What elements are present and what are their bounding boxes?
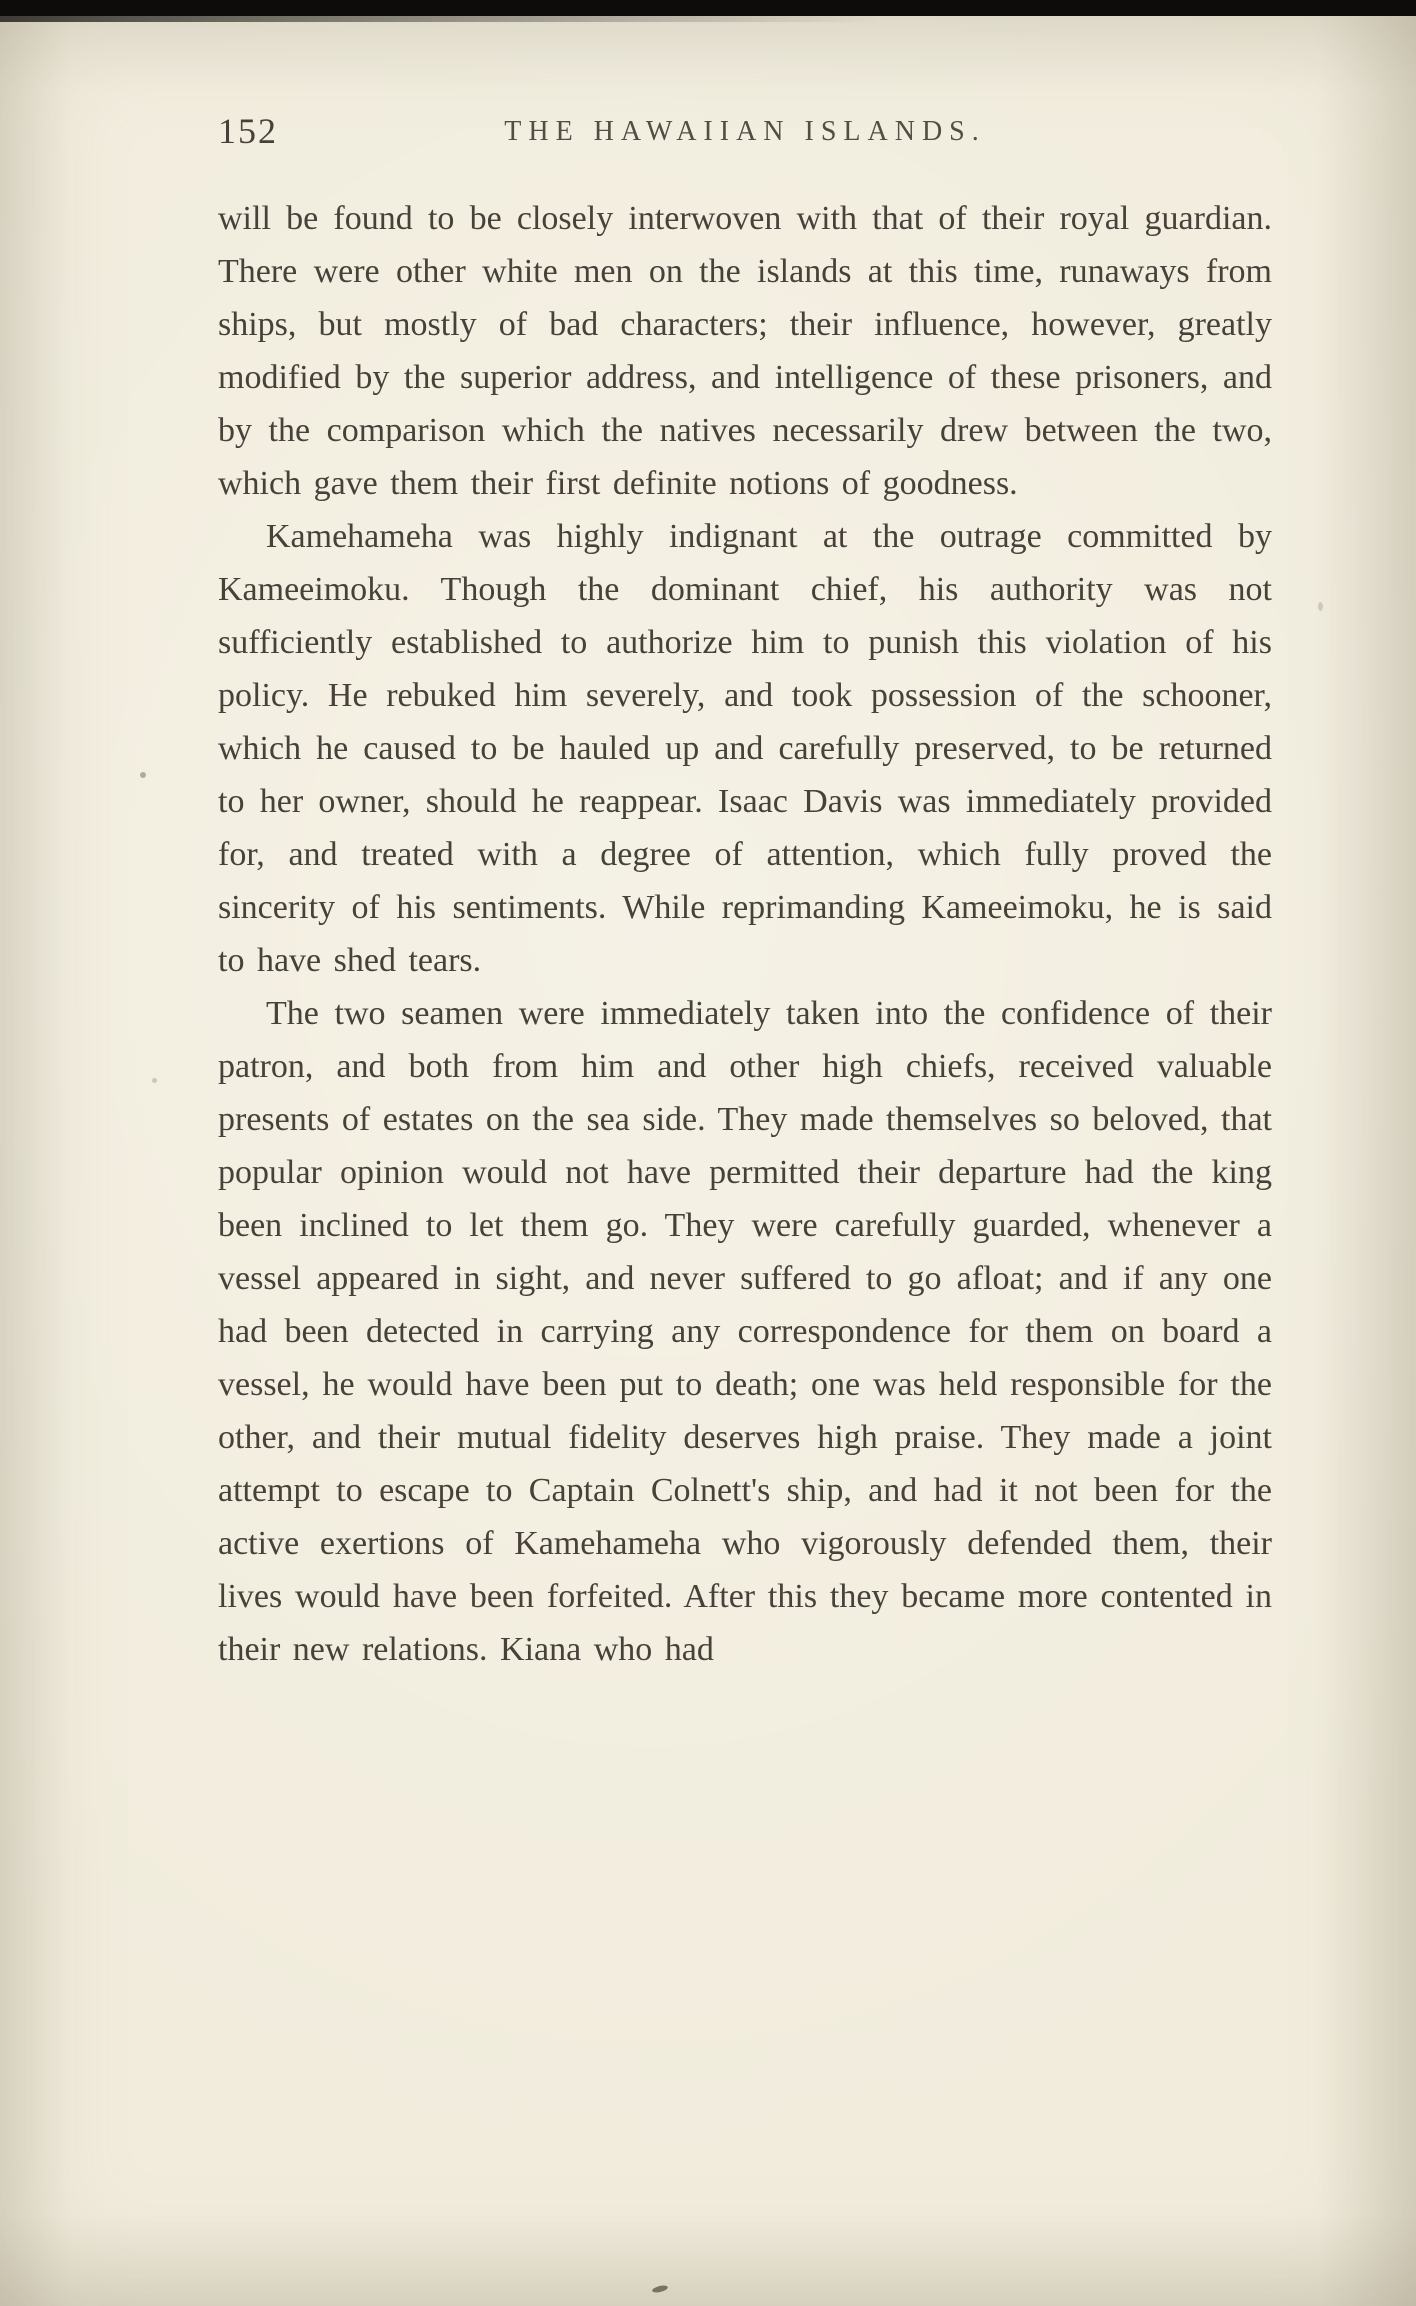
paragraph: The two seamen were immediately taken into the confidence of their patron, and both from him and other high chiefs, received valuable presents of estates on the sea side. They made themselves so beloved, that popular opinion would not have permitted their departure had the king been inclined to let them go. They were carefully guarded, whenever a vessel appeared in sight, and never suffered to go afloat; and if any one had been detected in carrying any correspondence for them on board a vessel, he would have been put to death; one was held responsible for the other, and their mutual fidelity deserves high praise. They made a joint attempt to escape to Captain Colnett's ship, and had it not been for the active exertions of Kamehameha who vigorously defended them, their lives would have been forfeited. After this they became more contented in their new relations. Kiana who had xyxy=(218,995,1272,1668)
page-body xyxy=(218,192,1272,1676)
paragraph: will be found to be closely interwoven with that of their royal guardian. There were other white men on the islands at this time, runaways from ships, but mostly of bad characters; their influence, however, greatly modified by the superior address, and intelligence of these prisoners, and by the comparison which the natives necessarily drew between the two, which gave them their first definite notions of goodness. xyxy=(218,200,1272,502)
scan-bottom-mark xyxy=(652,2284,669,2294)
paragraph: Kamehameha was highly indignant at the outrage committed by Kameeimoku. Though the dominant chief, his authority was not sufficiently established to authorize him to punish this violation of his policy. He rebuked him severely, and took possession of the schooner, which he caused to be hauled up and carefully preserved, to be returned to her owner, should he reappear. Isaac Davis was immediately provided for, and treated with a degree of attention, which fully proved the sincerity of his sentiments. While reprimanding Kameeimoku, he is said to have shed tears. xyxy=(218,518,1272,979)
scan-speckle xyxy=(1318,602,1323,611)
scan-speckle xyxy=(140,772,146,778)
scan-top-edge xyxy=(0,0,1416,16)
running-title: THE HAWAIIAN ISLANDS. xyxy=(504,116,986,147)
running-head xyxy=(218,110,1272,158)
scan-speckle xyxy=(152,1078,157,1083)
page-number: 152 xyxy=(218,111,278,151)
